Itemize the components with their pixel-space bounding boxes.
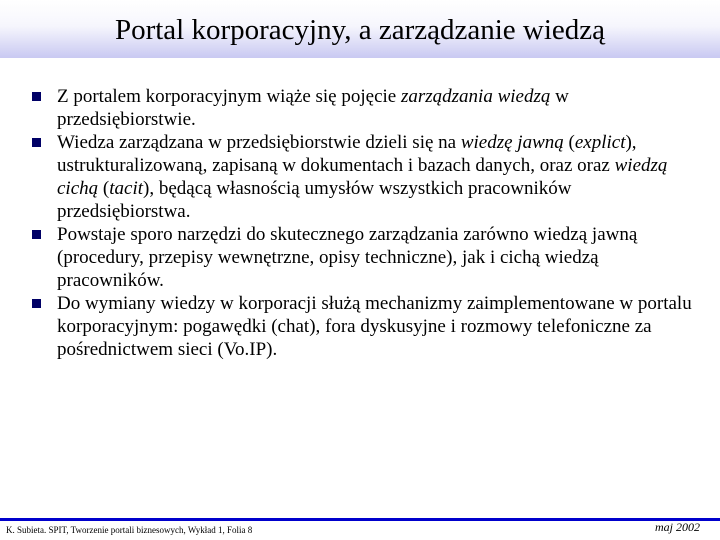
footer-date: maj 2002 [655,520,700,534]
square-bullet-icon [32,92,41,101]
bullet-text: Wiedza zarządzana w przedsiębiorstwie dzieli się na [57,132,461,153]
bullet-text: Z portalem korporacyjnym wiąże się pojęcie [57,86,401,107]
square-bullet-icon [32,138,41,147]
bullet-text: zarządzania wiedzą [400,86,551,107]
bullet-text: tacit [109,178,144,199]
footer-divider [0,518,720,521]
slide-title: Portal korporacyjny, a zarządzanie wiedzą [114,14,606,46]
bullet-item-4 [32,292,708,361]
bullet-text: Do wymiany wiedzy w korporacji służą mechanizmy zaimplementowane w portalu korporacyjnym: pogawędki (chat), fora dyskusyjne i rozmowy telefoniczne za pośrednictwem sieci (Vo.IP). [57,293,692,360]
bullet-text: Powstaje sporo narzędzi do skutecznego zarządzania zarówno wiedzą jawną (procedury, przepisy wewnętrzne, opisy techniczne), jak i cichą wiedzą pracowników. [57,224,638,291]
bullet-text: ), będącą własnością umysłów wszystkich pracowników przedsiębiorstwa. [57,178,572,222]
bullet-text: ( [563,132,575,153]
bullet-text: ), ustrukturalizowaną, zapisaną w dokumentach i bazach danych, oraz oraz [57,132,637,176]
bullet-text: wiedzę jawną [460,132,564,153]
footer-source: K. Subieta. SPIT, Tworzenie portali biznesowych, Wykład 1, Folia 8 [6,525,253,535]
bullet-text: ( [98,178,110,199]
bullet-list [32,85,708,361]
bullet-item-3 [32,223,708,292]
bullet-text: w przedsiębiorstwie. [57,86,569,130]
bullet-item-2 [32,131,708,223]
bullet-item-1 [32,85,708,131]
square-bullet-icon [32,230,41,239]
square-bullet-icon [32,299,41,308]
bullet-text: wiedzą cichą [57,155,668,199]
bullet-text: explict [574,132,626,153]
